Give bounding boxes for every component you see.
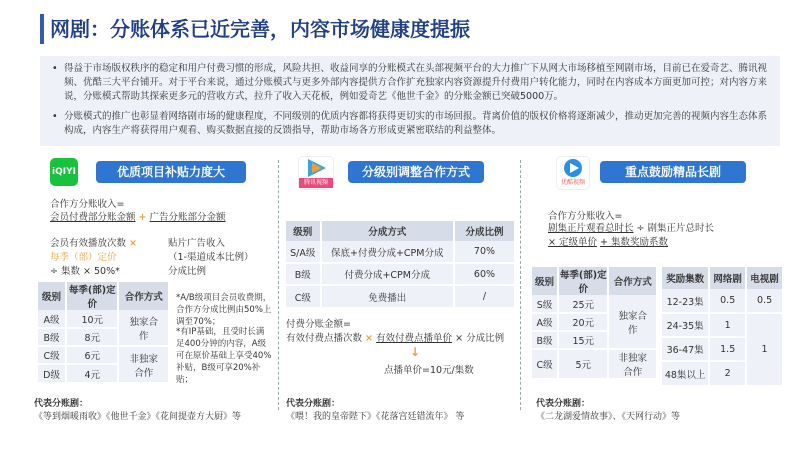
tencent-rep-title: 代表分账剧：	[286, 399, 341, 409]
table-row: S级 25元 独家合作	[532, 295, 656, 313]
table-row: 12-23集 0.5 0.5	[662, 289, 782, 313]
youku-price-table: 级别 每季(部)定价 合作方式 S级 25元 独家合作 A级 20元 B级 15元 C级 5元 非独家合作	[532, 267, 656, 378]
column-divider	[520, 160, 521, 410]
youku-rep-title: 代表分账剧：	[536, 399, 591, 409]
iqiyi-formula: 会员付费部分账金额 + 广告分账部分金额	[50, 212, 226, 223]
youku-logo-icon: 优酷视频	[556, 156, 590, 190]
iqiyi-note-1: *A/B级项目会员收费期，合作方分成比例由50%上调至70%；	[176, 293, 272, 327]
iqiyi-ad-title: 贴片广告收入	[168, 238, 226, 249]
arrow-down-icon: ↓	[410, 345, 421, 359]
iqiyi-member-line2: 每季（部）定价	[50, 252, 117, 263]
table-row: A级 20元	[532, 313, 656, 331]
iqiyi-member-line3: ÷ 集数 × 50%*	[50, 266, 120, 277]
summary-panel	[40, 56, 780, 146]
table-row: A级 10元 独家合作	[38, 310, 168, 328]
iqiyi-logo-icon: iQIYI	[50, 158, 78, 186]
table-row: S/A级 保底+付费分成+CPM分成 70%	[286, 241, 514, 263]
tencent-formula-title: 付费分账金额=	[286, 319, 351, 330]
tencent-video-logo-icon: 腾讯视频	[298, 156, 334, 190]
iqiyi-price-table: 级别 每季(部)定价 合作方式 A级 10元 独家合作 B级 8元 C级 6元 非独家合作 D级 4元	[38, 282, 168, 382]
tencent-rep-list: 《喂！我的皇帝陛下》《花落宫廷错流年》 等	[286, 412, 465, 422]
tencent-price-note: 点播单价=10元/集数	[384, 365, 474, 376]
bullet-dot-icon: •	[52, 63, 58, 74]
youku-formula-title: 合作方分账收入=	[548, 211, 623, 222]
play-icon	[557, 157, 589, 179]
youku-pill: 重点鼓励精品长剧	[600, 161, 746, 183]
iqiyi-rep-list: 《等到烟暖雨收》《他世千金》《花间提壶方大厨》等	[34, 412, 242, 422]
table-row: 48集以上 2	[662, 361, 782, 385]
youku-rep-list: 《二龙湖爱情故事》、《天网行动》等	[536, 412, 681, 422]
column-divider	[278, 160, 279, 410]
bullet-dot-icon: •	[52, 111, 58, 122]
youku-formula-line1: 剧集正片观看总时长 ÷ 剧集正片总时长	[548, 223, 715, 234]
page-title: 网剧：分账体系已近完善，内容市场健康度提振	[50, 17, 470, 41]
tencent-pill: 分级别调整合作方式	[348, 161, 484, 183]
table-row: 24-35集 1 1	[662, 313, 782, 337]
iqiyi-formula-title: 合作方分账收入=	[50, 199, 125, 210]
table-row: 36-47集 1.5	[662, 337, 782, 361]
iqiyi-member-title: 会员有效播放次数 ×	[50, 238, 138, 249]
table-row: D级 4元	[38, 364, 168, 382]
summary-bullet-2: • 分账模式的推广也彰显着网络剧市场的健康程度，不同级别的优质内容都将获得更切实的市场回报。背离价值的版权价格将逐渐减少，推动更加完善的视频内容生态体系构成，内容生产将获得用户观看、购买数据直接的反馈指导，帮助市场各方形成更紧密联结的利益整体。	[52, 111, 768, 136]
youku-bonus-table: 奖励集数 网络剧 电视剧 12-23集 0.5 0.5 24-35集 1 1 36-47集 1.5 48集以上 2	[662, 267, 782, 385]
iqiyi-note-2: *有IP基础，且受时长满足400分钟的内容，A级可在原价基础上享受40%补贴，B级可享20%补贴；	[176, 327, 272, 385]
table-row: B级 付费分成+CPM分成 60%	[286, 263, 514, 285]
play-icon	[299, 157, 333, 179]
table-row: C级 免费播出 /	[286, 285, 514, 307]
tencent-formula: 有效付费点播次数 × 有效付费点播单价 × 分成比例	[286, 333, 505, 344]
iqiyi-ad-line3: 分成比例	[168, 266, 207, 277]
table-row: B级 8元	[38, 328, 168, 346]
title-accent-bar	[40, 14, 44, 44]
iqiyi-ad-line2: （1-渠道成本比例）	[168, 252, 254, 263]
table-row: C级 6元 非独家合作	[38, 346, 168, 364]
tencent-split-table: 级别 分成方式 分成比例 S/A级 保底+付费分成+CPM分成 70% B级 付费分成+CPM分成 60% C级 免费播出 /	[286, 221, 514, 307]
table-row: B级 15元	[532, 331, 656, 349]
table-row: C级 5元 非独家合作	[532, 349, 656, 378]
iqiyi-rep-title: 代表分账剧：	[34, 399, 89, 409]
summary-bullet-1: • 得益于市场版权秩序的稳定和用户付费习惯的形成，风险共担、收益同享的分账模式在头部视频平台的大力推广下从网大市场移植至网剧市场，目前已在爱奇艺、腾讯视频、优酷三大平台铺开。对于平台来说，通过分账模式与更多外部内容提供方合作扩充独家内容资源提升付费用户转化能力，同时在内容成本方面更加可控；对内容方来说，分账模式帮助其探索更多元的营收方式，拉升了收入天花板，例如爱奇艺《他世千金》的分账金额已突破5000万。	[52, 63, 768, 102]
iqiyi-pill: 优质项目补贴力度大	[96, 161, 246, 183]
youku-formula-line2: × 定级单价 + 集数奖励系数	[548, 237, 668, 248]
